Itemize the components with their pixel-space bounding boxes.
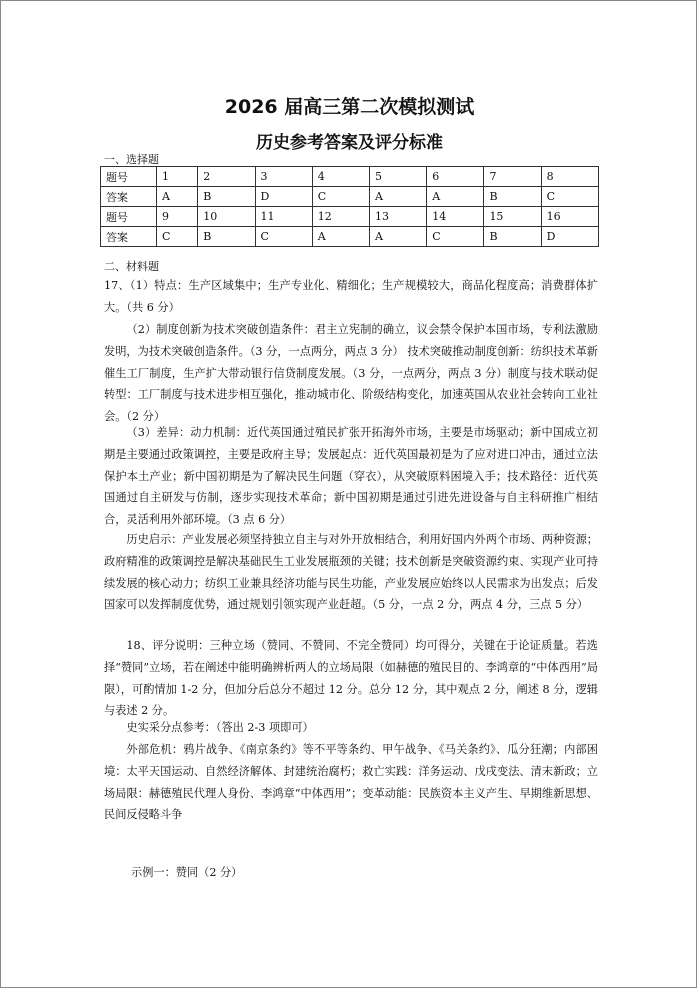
- answer-table-row: [101, 227, 599, 247]
- answer-table-cell: B: [484, 187, 541, 207]
- answer-table-cell: A: [369, 227, 426, 247]
- answer-table-cell: 11: [255, 207, 312, 227]
- answer-table-cell: 9: [157, 207, 198, 227]
- answer-table-cell: 14: [427, 207, 484, 227]
- q17-part1: 17、（1）特点：生产区域集中；生产专业化、精细化；生产规模较大，商品化程度高；消费群体扩大。（共 6 分）: [104, 279, 598, 314]
- answer-table-cell: A: [427, 187, 484, 207]
- answer-table-cell: C: [541, 187, 598, 207]
- answer-table-cell: 1: [157, 167, 198, 187]
- answer-table-cell: B: [198, 227, 255, 247]
- answer-table-cell: 16: [541, 207, 598, 227]
- answer-table-row: [101, 167, 599, 187]
- q18-points-heading: 史实采分点参考：（答出 2-3 项即可）: [126, 721, 314, 734]
- answer-table-cell: 10: [198, 207, 255, 227]
- answer-table-row: [101, 207, 599, 227]
- answer-table-row-header: 答案: [101, 227, 157, 247]
- answer-table-cell: 2: [198, 167, 255, 187]
- answer-table-cell: 15: [484, 207, 541, 227]
- answer-table-cell: 3: [255, 167, 312, 187]
- answer-table-cell: 7: [484, 167, 541, 187]
- answer-table-cell: C: [255, 227, 312, 247]
- answer-table-cell: A: [157, 187, 198, 207]
- answer-table-row-header: 答案: [101, 187, 157, 207]
- answer-table: [100, 166, 599, 247]
- answer-table-cell: 8: [541, 167, 598, 187]
- document-subtitle: 历史参考答案及评分标准: [256, 133, 443, 153]
- answer-table-cell: C: [427, 227, 484, 247]
- document-title: 2026 届高三第二次模拟测试: [224, 96, 475, 118]
- section-heading-material: 二、材料题: [104, 260, 159, 273]
- answer-table-row: [101, 187, 599, 207]
- q18-scoring-notes: 18、评分说明：三种立场（赞同、不赞同、不完全赞同）均可得分，关键在于论证质量。若选择“赞同”立场，若在阐述中能明确辨析两人的立场局限（如赫德的殖民目的、李鸿章的“中体西用”局限），可酌情加 1-2 分，但加分后总分不超过 12 分。总分 12 分，其中观点 2 分，阐述 8 分，逻辑与表述 2 分。: [104, 639, 598, 718]
- answer-table-cell: A: [312, 227, 369, 247]
- example-one: 示例一：赞同（2 分）: [131, 866, 243, 879]
- answer-table-cell: C: [157, 227, 198, 247]
- q18-points-list: 外部危机：鸦片战争、《南京条约》等不平等条约、甲午战争、《马关条约》、瓜分狂潮；内部困境：太平天国运动、自然经济解体、封建统治腐朽；救亡实践：洋务运动、戊戌变法、清末新政；立场局限：赫德殖民代理人身份、李鸿章“中体西用”；变革动能：民族资本主义产生、早期维新思想、民间反侵略斗争: [104, 743, 598, 822]
- answer-table-cell: 6: [427, 167, 484, 187]
- answer-table-cell: C: [312, 187, 369, 207]
- answer-table-row-header: 题号: [101, 167, 157, 187]
- answer-table-cell: 13: [369, 207, 426, 227]
- answer-table-row-header: 题号: [101, 207, 157, 227]
- answer-table-cell: 12: [312, 207, 369, 227]
- answer-table-cell: 4: [312, 167, 369, 187]
- answer-table-cell: D: [541, 227, 598, 247]
- answer-table-cell: 5: [369, 167, 426, 187]
- answer-table-cell: D: [255, 187, 312, 207]
- answer-table-cell: B: [198, 187, 255, 207]
- q17-historical-lesson: 历史启示：产业发展必须坚持独立自主与对外开放相结合，利用好国内外两个市场、两种资源；政府精准的政策调控是解决基础民生工业发展瓶颈的关键；技术创新是突破资源约束、实现产业可持续发展的核心动力；纺织工业兼具经济功能与民生功能，产业发展应始终以人民需求为出发点；后发国家可以发挥制度优势，通过规划引领实现产业赶超。（5 分，一点 2 分，两点 4 分，三点 5 分）: [104, 533, 598, 612]
- answer-table-cell: B: [484, 227, 541, 247]
- q17-part2: （2）制度创新为技术突破创造条件：君主立宪制的确立，议会禁令保护本国市场，专利法激励发明，为技术突破创造条件。（3 分，一点两分，两点 3 分） 技术突破推动制度创新：纺织技术革新催生工厂制度，生产扩大带动银行信贷制度发展。（3 分，一点两分，两点 3 分）制度与技术联动促转型：工厂制度与技术进步相互强化，推动城市化、阶级结构变化，加速英国从农业社会转向工业社会。（2 分）: [104, 323, 598, 424]
- answer-table-cell: A: [369, 187, 426, 207]
- q17-part3: （3）差异：动力机制：近代英国通过殖民扩张开拓海外市场，主要是市场驱动；新中国成立初期是主要通过政策调控，主要是政府主导；发展起点：近代英国最初是为了应对进口冲击，通过立法保护本土产业；新中国初期是为了解决民生问题（穿衣），从突破原料困境入手；技术路径：近代英国通过自主研发与仿制，逐步实现技术革命；新中国初期是通过引进先进设备与自主科研推广相结合，灵活利用外部环境。（3 点 6 分）: [104, 426, 598, 527]
- section-heading-choice: 一、选择题: [104, 153, 159, 166]
